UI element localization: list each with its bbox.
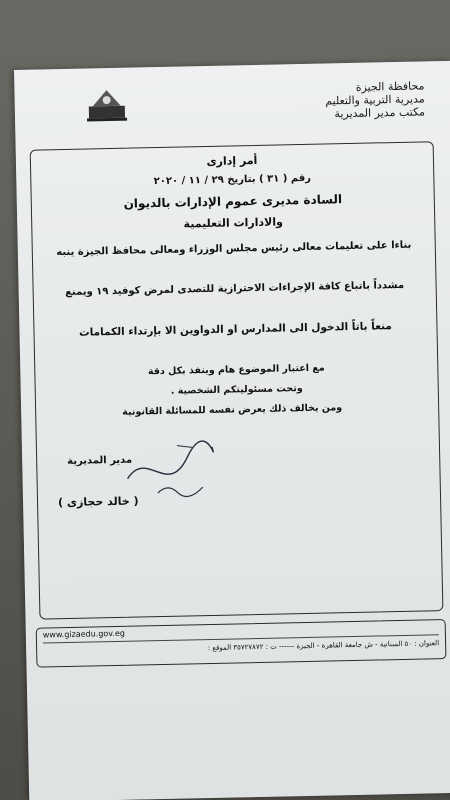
recipient-line-2: والادارات التعليمية <box>183 215 284 231</box>
closing-line-3: ومن يخالف ذلك يعرض نفسه للمسائلة القانونية <box>122 402 343 418</box>
directorate-label: مديرية التربية والتعليم <box>325 92 425 108</box>
governorate-label: محافظة الجيزة <box>355 79 425 94</box>
closing-line-1: مع اعتبار الموضوع هام وينفذ بكل دقة <box>147 362 325 378</box>
order-number: رقم ( ٣١ ) بتاريخ ٢٩ / ١١ / ٢٠٢٠ <box>153 172 312 188</box>
letterhead <box>325 79 425 120</box>
signatory-name: ( خالد حجازى ) <box>57 494 139 510</box>
address-text: العنوان : ٥٠ السنانية - ش جامعة القاهرة - الجيزة ------ ت : ٣٥٧٢٧٨٧٢ الموقع : <box>207 639 440 653</box>
website-link[interactable]: www.gizaedu.gov.eg <box>42 628 126 640</box>
document-paper <box>14 61 450 800</box>
order-frame <box>30 141 444 619</box>
signatory-title: مدير المديرية <box>67 454 133 467</box>
recipient-line-1: السادة مديرى عموم الإدارات بالديوان <box>123 192 343 211</box>
paragraph-line-3: منعاً باتاً الدخول الى المدارس او الدواوين الا بإرتداء الكمامات <box>78 320 393 339</box>
paragraph-line-2: مشدداً باتباع كافة الإجراءات الاحترازية للتصدى لمرض كوفيد ١٩ ويمنع <box>65 279 405 298</box>
ministry-emblem-icon <box>84 84 129 125</box>
letter-footer <box>36 619 447 668</box>
office-label: مكتب مدير المديرية <box>334 105 426 121</box>
order-title: أمر إدارى <box>206 153 258 168</box>
closing-line-2: وتحت مسئوليتكم الشخصية . <box>170 383 303 397</box>
paragraph-line-1: بناءا على تعليمات معالى رئيس مجلس الوزراء ومعالى محافظ الجيزة ينبه <box>56 239 412 259</box>
